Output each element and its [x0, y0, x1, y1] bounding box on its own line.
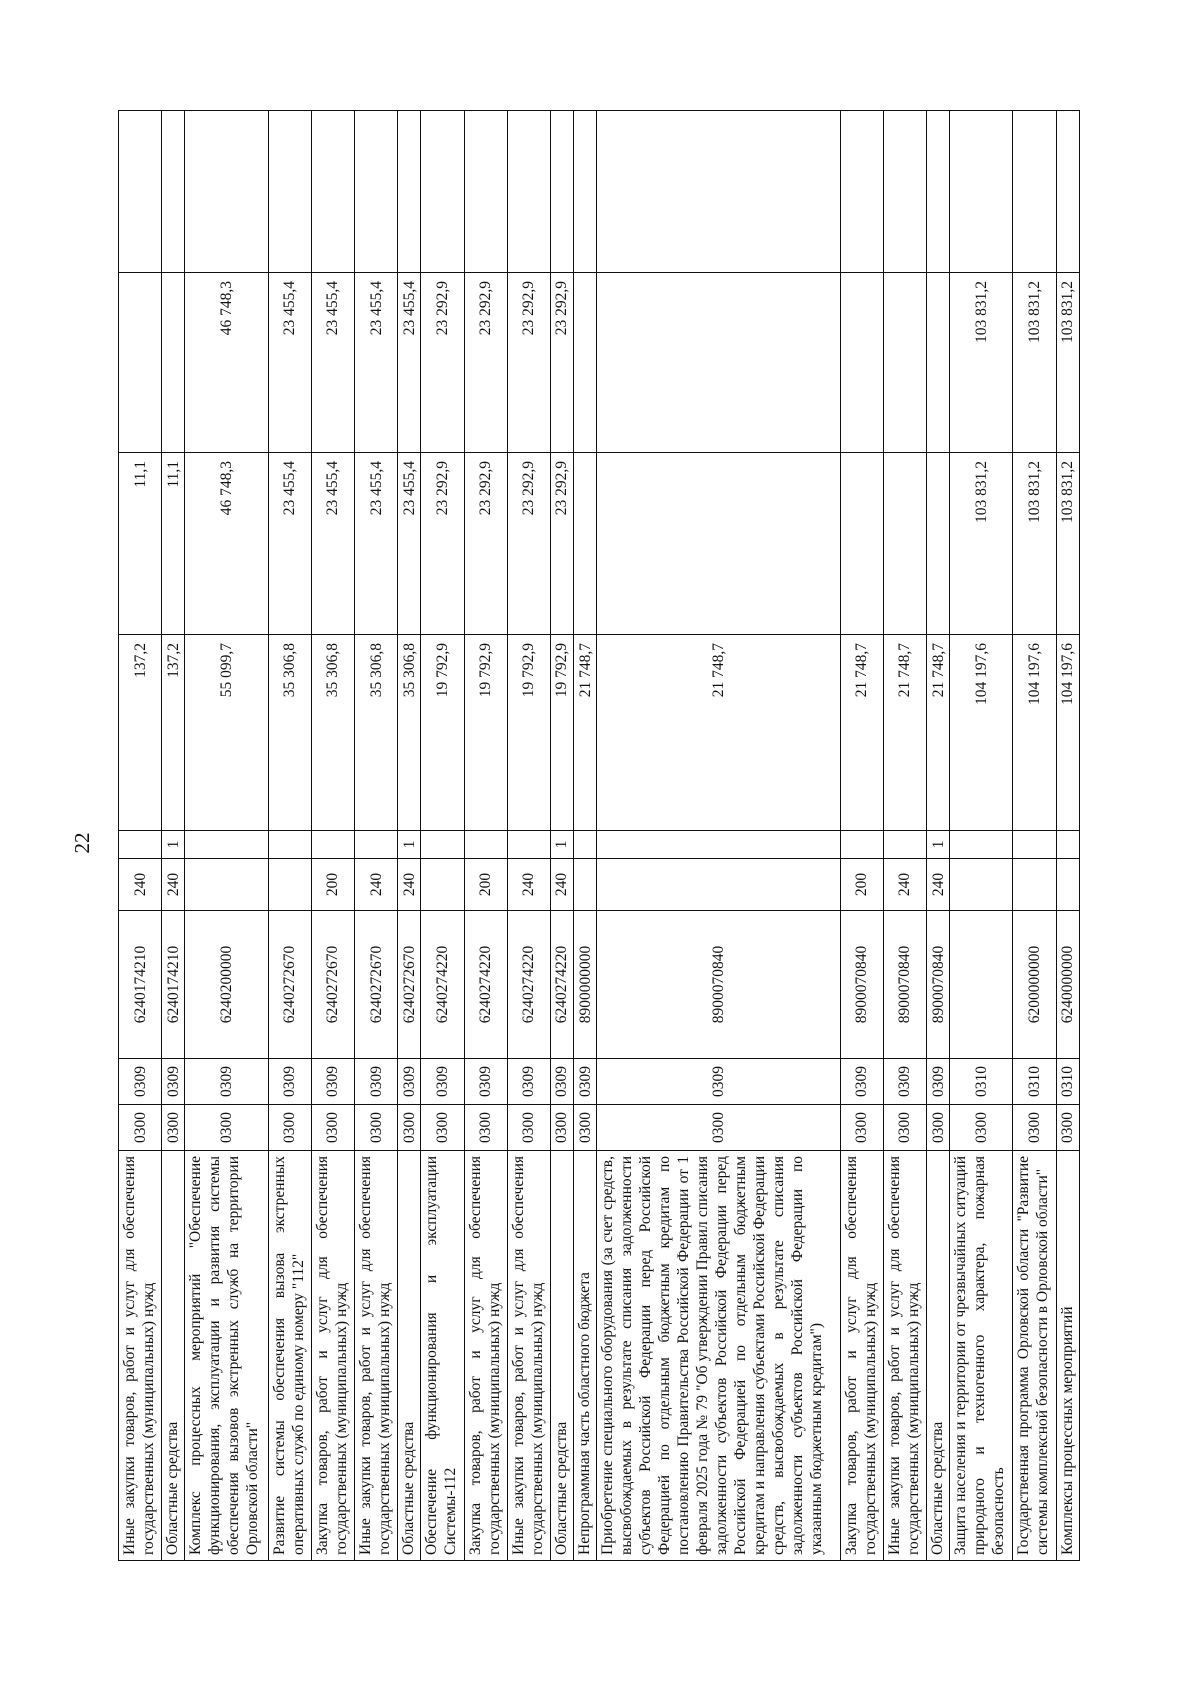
amount-1-cell: 35 306,8	[268, 635, 311, 831]
amount-2-cell: 23 455,4	[311, 453, 354, 635]
amount-1-cell: 35 306,8	[354, 635, 397, 831]
table-row	[185, 111, 268, 1561]
amount-3-cell: 23 292,9	[507, 273, 550, 453]
funding-mark-cell	[354, 831, 397, 859]
razdel-code-cell: 0300	[398, 1105, 421, 1151]
amount-2-cell: 11,1	[162, 453, 185, 635]
table-row	[950, 111, 1013, 1561]
razdel-code-cell: 0300	[550, 1105, 573, 1151]
amount-2-cell	[840, 453, 883, 635]
blank-cell	[311, 111, 354, 273]
podrazdel-code-cell: 0309	[311, 1059, 354, 1105]
amount-2-cell: 103 831,2	[1013, 453, 1056, 635]
expense-type-cell	[1013, 859, 1056, 911]
table-row	[507, 111, 550, 1561]
row-name-cell: Иные закупки товаров, работ и услуг для обеспечения государственных (муниципальных) нужд	[354, 1151, 397, 1561]
amount-3-cell	[927, 273, 950, 453]
expense-type-cell: 240	[507, 859, 550, 911]
table-row	[1056, 111, 1079, 1561]
page-number: 22	[70, 832, 94, 854]
funding-mark-cell	[950, 831, 1013, 859]
podrazdel-code-cell: 0310	[1056, 1059, 1079, 1105]
amount-3-cell: 103 831,2	[1013, 273, 1056, 453]
row-name-cell: Обеспечение функционирования и эксплуатации Системы-112	[421, 1151, 464, 1561]
target-article-cell: 6240272670	[354, 911, 397, 1059]
amount-3-cell: 23 292,9	[464, 273, 507, 453]
blank-cell	[268, 111, 311, 273]
target-article-cell: 6200000000	[1013, 911, 1056, 1059]
amount-3-cell: 46 748,3	[185, 273, 268, 453]
funding-mark-cell: 1	[550, 831, 573, 859]
table-row	[927, 111, 950, 1561]
blank-cell	[119, 111, 162, 273]
blank-cell	[421, 111, 464, 273]
razdel-code-cell: 0300	[883, 1105, 926, 1151]
razdel-code-cell: 0300	[840, 1105, 883, 1151]
row-name-cell: Развитие системы обеспечения вызова экстренных оперативных служб по единому номеру "112"	[268, 1151, 311, 1561]
razdel-code-cell: 0300	[597, 1105, 840, 1151]
table-row	[550, 111, 573, 1561]
blank-cell	[464, 111, 507, 273]
amount-2-cell: 23 292,9	[421, 453, 464, 635]
blank-cell	[950, 111, 1013, 273]
amount-3-cell: 23 292,9	[421, 273, 464, 453]
blank-cell	[550, 111, 573, 273]
expense-type-cell: 240	[398, 859, 421, 911]
row-name-cell: Непрограммная часть областного бюджета	[574, 1151, 597, 1561]
row-name-cell: Иные закупки товаров, работ и услуг для обеспечения государственных (муниципальных) нужд	[119, 1151, 162, 1561]
table-row	[311, 111, 354, 1561]
expense-type-cell: 240	[354, 859, 397, 911]
target-article-cell: 6240200000	[185, 911, 268, 1059]
amount-2-cell: 23 455,4	[398, 453, 421, 635]
target-article-cell: 6240174210	[119, 911, 162, 1059]
razdel-code-cell: 0300	[185, 1105, 268, 1151]
amount-3-cell: 23 455,4	[311, 273, 354, 453]
target-article-cell: 6240274220	[550, 911, 573, 1059]
table-row	[464, 111, 507, 1561]
razdel-code-cell: 0300	[927, 1105, 950, 1151]
blank-cell	[574, 111, 597, 273]
amount-2-cell: 23 455,4	[354, 453, 397, 635]
amount-1-cell: 55 099,7	[185, 635, 268, 831]
amount-3-cell	[162, 273, 185, 453]
razdel-code-cell: 0300	[507, 1105, 550, 1151]
funding-mark-cell	[1013, 831, 1056, 859]
target-article-cell: 6240272670	[311, 911, 354, 1059]
blank-cell	[1013, 111, 1056, 273]
amount-3-cell: 23 455,4	[398, 273, 421, 453]
podrazdel-code-cell: 0310	[1013, 1059, 1056, 1105]
amount-3-cell: 23 455,4	[354, 273, 397, 453]
podrazdel-code-cell: 0309	[421, 1059, 464, 1105]
row-name-cell: Иные закупки товаров, работ и услуг для обеспечения государственных (муниципальных) нужд	[883, 1151, 926, 1561]
row-name-cell: Областные средства	[162, 1151, 185, 1561]
podrazdel-code-cell: 0309	[398, 1059, 421, 1105]
podrazdel-code-cell: 0309	[840, 1059, 883, 1105]
row-name-cell: Государственная программа Орловской области "Развитие системы комплексной безопасности в Орловской области"	[1013, 1151, 1056, 1561]
podrazdel-code-cell: 0309	[883, 1059, 926, 1105]
amount-3-cell	[119, 273, 162, 453]
expense-type-cell	[574, 859, 597, 911]
razdel-code-cell: 0300	[268, 1105, 311, 1151]
amount-2-cell	[574, 453, 597, 635]
amount-1-cell: 19 792,9	[421, 635, 464, 831]
razdel-code-cell: 0300	[421, 1105, 464, 1151]
funding-mark-cell	[840, 831, 883, 859]
target-article-cell: 6240174210	[162, 911, 185, 1059]
amount-1-cell: 35 306,8	[311, 635, 354, 831]
funding-mark-cell	[268, 831, 311, 859]
table-row	[162, 111, 185, 1561]
expense-type-cell	[268, 859, 311, 911]
table-row	[1013, 111, 1056, 1561]
blank-cell	[354, 111, 397, 273]
expense-type-cell	[1056, 859, 1079, 911]
budget-table	[118, 110, 1080, 1561]
row-name-cell: Комплекс процессных мероприятий "Обеспечение функционирования, эксплуатации и развития системы обеспечения вызовов экстренных служб на территории Орловской области"	[185, 1151, 268, 1561]
amount-3-cell	[883, 273, 926, 453]
expense-type-cell	[950, 859, 1013, 911]
razdel-code-cell: 0300	[311, 1105, 354, 1151]
podrazdel-code-cell: 0310	[950, 1059, 1013, 1105]
blank-cell	[1056, 111, 1079, 273]
funding-mark-cell	[507, 831, 550, 859]
target-article-cell: 8900070840	[597, 911, 840, 1059]
amount-2-cell: 103 831,2	[950, 453, 1013, 635]
razdel-code-cell: 0300	[119, 1105, 162, 1151]
amount-3-cell	[840, 273, 883, 453]
razdel-code-cell: 0300	[950, 1105, 1013, 1151]
amount-3-cell: 103 831,2	[950, 273, 1013, 453]
target-article-cell: 8900070840	[927, 911, 950, 1059]
amount-3-cell: 23 455,4	[268, 273, 311, 453]
podrazdel-code-cell: 0309	[185, 1059, 268, 1105]
row-name-cell: Защита населения и территории от чрезвычайных ситуаций природного и техногенного характера, пожарная безопасность	[950, 1151, 1013, 1561]
amount-3-cell	[574, 273, 597, 453]
table-row	[119, 111, 162, 1561]
amount-1-cell: 19 792,9	[550, 635, 573, 831]
expense-type-cell: 240	[883, 859, 926, 911]
amount-3-cell: 23 292,9	[550, 273, 573, 453]
amount-1-cell: 35 306,8	[398, 635, 421, 831]
blank-cell	[597, 111, 840, 273]
podrazdel-code-cell: 0309	[507, 1059, 550, 1105]
target-article-cell: 6240274220	[421, 911, 464, 1059]
funding-mark-cell	[597, 831, 840, 859]
amount-3-cell	[597, 273, 840, 453]
razdel-code-cell: 0300	[162, 1105, 185, 1151]
target-article-cell: 8900070840	[883, 911, 926, 1059]
table-row	[398, 111, 421, 1561]
amount-1-cell: 19 792,9	[464, 635, 507, 831]
amount-2-cell	[927, 453, 950, 635]
amount-2-cell: 23 455,4	[268, 453, 311, 635]
expense-type-cell: 200	[840, 859, 883, 911]
row-name-cell: Закупка товаров, работ и услуг для обеспечения государственных (муниципальных) нужд	[464, 1151, 507, 1561]
expense-type-cell	[421, 859, 464, 911]
funding-mark-cell	[464, 831, 507, 859]
target-article-cell: 8900000000	[574, 911, 597, 1059]
target-article-cell: 6240272670	[398, 911, 421, 1059]
amount-1-cell: 21 748,7	[574, 635, 597, 831]
expense-type-cell: 240	[119, 859, 162, 911]
expense-type-cell	[597, 859, 840, 911]
amount-2-cell: 23 292,9	[507, 453, 550, 635]
row-name-cell: Закупка товаров, работ и услуг для обеспечения государственных (муниципальных) нужд	[311, 1151, 354, 1561]
razdel-code-cell: 0300	[354, 1105, 397, 1151]
amount-2-cell	[883, 453, 926, 635]
amount-3-cell: 103 831,2	[1056, 273, 1079, 453]
blank-cell	[185, 111, 268, 273]
table-row	[421, 111, 464, 1561]
funding-mark-cell	[421, 831, 464, 859]
blank-cell	[398, 111, 421, 273]
razdel-code-cell: 0300	[1013, 1105, 1056, 1151]
podrazdel-code-cell: 0309	[119, 1059, 162, 1105]
budget-table-body	[119, 111, 1080, 1561]
amount-1-cell: 137,2	[162, 635, 185, 831]
podrazdel-code-cell: 0309	[574, 1059, 597, 1105]
table-row	[883, 111, 926, 1561]
table-row	[597, 111, 840, 1561]
funding-mark-cell	[883, 831, 926, 859]
row-name-cell: Областные средства	[398, 1151, 421, 1561]
podrazdel-code-cell: 0309	[464, 1059, 507, 1105]
amount-2-cell: 23 292,9	[464, 453, 507, 635]
target-article-cell: 6240274220	[464, 911, 507, 1059]
funding-mark-cell: 1	[162, 831, 185, 859]
podrazdel-code-cell: 0309	[268, 1059, 311, 1105]
table-row	[840, 111, 883, 1561]
funding-mark-cell	[119, 831, 162, 859]
amount-1-cell: 21 748,7	[927, 635, 950, 831]
amount-1-cell: 104 197,6	[950, 635, 1013, 831]
expense-type-cell: 200	[464, 859, 507, 911]
expense-type-cell: 200	[311, 859, 354, 911]
blank-cell	[927, 111, 950, 273]
funding-mark-cell: 1	[927, 831, 950, 859]
table-row	[354, 111, 397, 1561]
target-article-cell: 6240000000	[1056, 911, 1079, 1059]
podrazdel-code-cell: 0309	[597, 1059, 840, 1105]
blank-cell	[162, 111, 185, 273]
blank-cell	[883, 111, 926, 273]
funding-mark-cell	[574, 831, 597, 859]
target-article-cell: 6240274220	[507, 911, 550, 1059]
expense-type-cell: 240	[550, 859, 573, 911]
amount-2-cell: 46 748,3	[185, 453, 268, 635]
table-row	[268, 111, 311, 1561]
amount-2-cell	[597, 453, 840, 635]
amount-1-cell: 21 748,7	[840, 635, 883, 831]
target-article-cell: 8900070840	[840, 911, 883, 1059]
funding-mark-cell	[1056, 831, 1079, 859]
amount-1-cell: 137,2	[119, 635, 162, 831]
podrazdel-code-cell: 0309	[927, 1059, 950, 1105]
amount-1-cell: 19 792,9	[507, 635, 550, 831]
expense-type-cell: 240	[927, 859, 950, 911]
amount-2-cell: 11,1	[119, 453, 162, 635]
row-name-cell: Комплексы процессных мероприятий	[1056, 1151, 1079, 1561]
blank-cell	[840, 111, 883, 273]
podrazdel-code-cell: 0309	[162, 1059, 185, 1105]
expense-type-cell: 240	[162, 859, 185, 911]
amount-1-cell: 104 197,6	[1013, 635, 1056, 831]
expense-type-cell	[185, 859, 268, 911]
amount-2-cell: 23 292,9	[550, 453, 573, 635]
funding-mark-cell	[311, 831, 354, 859]
row-name-cell: Приобретение специального оборудования (за счет средств, высвобождаемых в результате списания задолженности субъектов Российской Федерации перед Российской Федерацией по отдельным бюджетным кредитам по постановлению Правительства Российской Федерации от 1 февраля 2025 года № 79 "Об утверждении Правил списания задолженности субъектов Российской Федерации перед Российской Федерацией по отдельным бюджетным кредитам и направления субъектами Российской Федерации средств, высвобождаемых в результате списания задолженности субъектов Российской Федерации по указанным бюджетным кредитам")	[597, 1151, 840, 1561]
amount-1-cell: 21 748,7	[597, 635, 840, 831]
podrazdel-code-cell: 0309	[354, 1059, 397, 1105]
funding-mark-cell: 1	[398, 831, 421, 859]
razdel-code-cell: 0300	[574, 1105, 597, 1151]
podrazdel-code-cell: 0309	[550, 1059, 573, 1105]
row-name-cell: Областные средства	[550, 1151, 573, 1561]
row-name-cell: Областные средства	[927, 1151, 950, 1561]
row-name-cell: Закупка товаров, работ и услуг для обеспечения государственных (муниципальных) нужд	[840, 1151, 883, 1561]
amount-1-cell: 104 197,6	[1056, 635, 1079, 831]
amount-1-cell: 21 748,7	[883, 635, 926, 831]
target-article-cell	[950, 911, 1013, 1059]
target-article-cell: 6240272670	[268, 911, 311, 1059]
funding-mark-cell	[185, 831, 268, 859]
razdel-code-cell: 0300	[1056, 1105, 1079, 1151]
razdel-code-cell: 0300	[464, 1105, 507, 1151]
blank-cell	[507, 111, 550, 273]
budget-table-container	[118, 111, 1080, 1561]
table-row	[574, 111, 597, 1561]
row-name-cell: Иные закупки товаров, работ и услуг для обеспечения государственных (муниципальных) нужд	[507, 1151, 550, 1561]
amount-2-cell: 103 831,2	[1056, 453, 1079, 635]
